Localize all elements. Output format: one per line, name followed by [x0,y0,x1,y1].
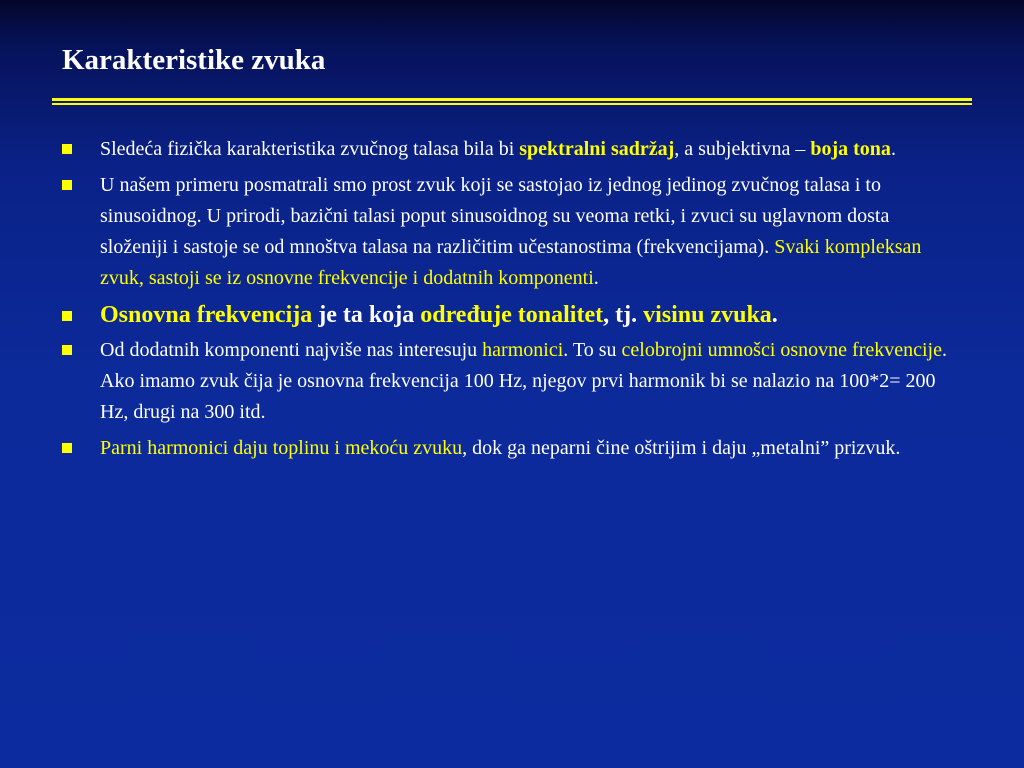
bullet-text: , a subjektivna – [674,138,811,160]
square-bullet-icon [62,443,72,453]
bullet-highlight: Parni harmonici daju toplinu i mekoću zvuku [100,437,463,459]
bullet-text: U našem primeru posmatrali smo prost zvuk koji se sastojao iz jednog jedinog zvučnog talasa i to sinusoidnog. U prirodi, bazični talasi poput sinusoidnog su veoma retki, i zvuci su uglavnom dosta složeniji i sastoje se od mnoštva talasa na različitim učestanostima (frekvencijama). [100,174,890,258]
square-bullet-icon [62,144,72,154]
bullet-highlight: harmonici [482,339,564,361]
bullet-item [62,299,962,332]
bullet-text: . [771,302,778,328]
bullet-text: . Ako imamo zvuk čija je osnovna frekvencija 100 Hz, njegov prvi harmonik bi se nalazio na 100*2= 200 Hz, drugi na 300 itd. [100,339,947,423]
bullet-text: Od dodatnih komponenti najviše nas interesuju [100,339,483,361]
title-underline-bottom [52,103,972,105]
bullet-highlight: boja tona [810,138,891,160]
bullet-text: je ta koja [312,302,421,328]
title-underline-top [52,98,972,101]
bullet-highlight: spektralni sadržaj [519,138,675,160]
square-bullet-icon [62,180,72,190]
bullet-text: . [890,138,896,160]
bullet-text: Sledeća fizička karakteristika zvučnog talasa bila bi [100,138,520,160]
square-bullet-icon [62,345,72,355]
bullet-list [62,134,962,469]
bullet-text: , tj. [603,302,644,328]
bullet-text: . To su [563,339,622,361]
bullet-highlight: Osnovna frekvencija [100,302,313,328]
bullet-item [62,433,962,464]
bullet-highlight: celobrojni umnošci osnovne frekvencije [621,339,942,361]
bullet-highlight: visinu zvuka [643,302,772,328]
bullet-highlight: Svaki kompleksan zvuk, sastoji se iz osnovne frekvencije i dodatnih komponenti [100,236,922,289]
bullet-item [62,134,962,165]
slide-title: Karakteristike zvuka [62,44,326,76]
square-bullet-icon [62,311,72,321]
bullet-item [62,170,962,294]
bullet-item [62,335,962,428]
bullet-text: , dok ga neparni čine oštrijim i daju „metalni” prizvuk. [462,437,901,459]
bullet-highlight: određuje tonalitet [420,302,604,328]
bullet-text: . [593,267,599,289]
